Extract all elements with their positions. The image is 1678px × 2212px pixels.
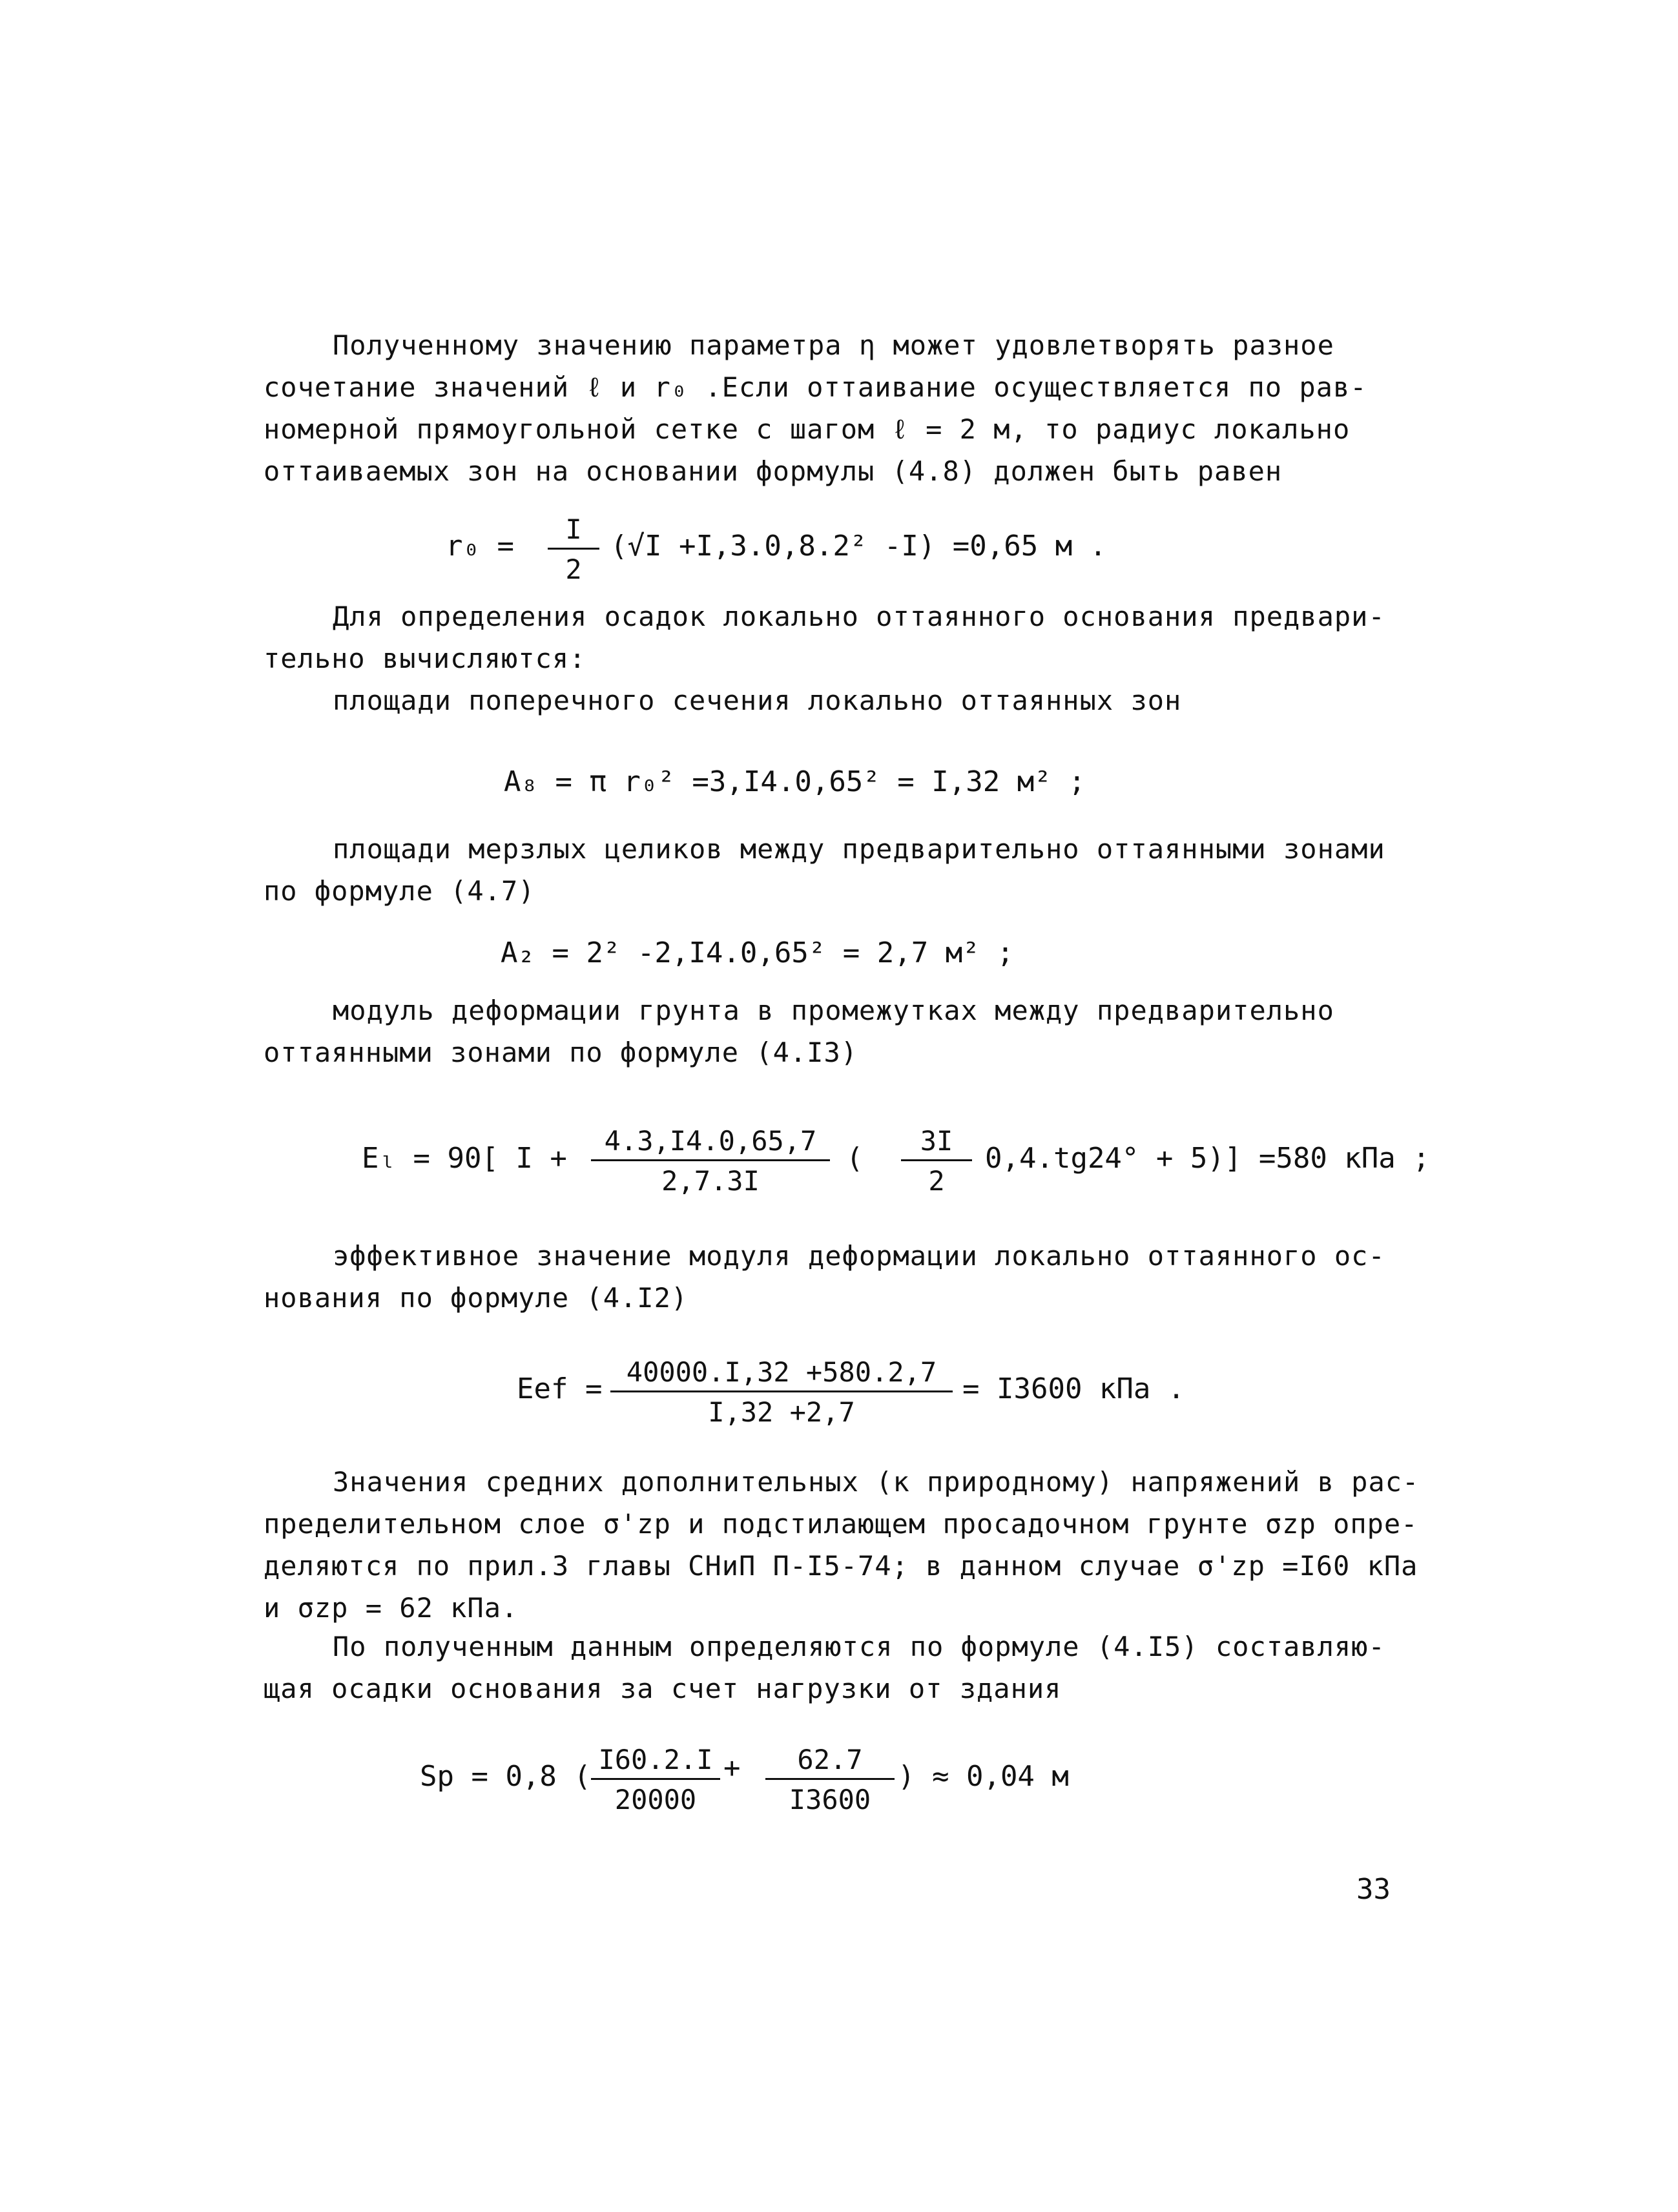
fraction-denominator: 2,7.3I	[661, 1165, 760, 1197]
fraction-numerator: 3I	[901, 1125, 972, 1161]
fraction-denominator: 2	[928, 1165, 945, 1197]
formula-modulus-fraction-1	[591, 1125, 830, 1197]
text-line: и σzp = 62 кПа.	[264, 1592, 519, 1624]
text-line: оттаянными зонами по формуле (4.I3)	[264, 1037, 858, 1068]
text-line: Для определения осадок локально оттаянного основания предвари-	[333, 601, 1385, 632]
text-line: сочетание значений ℓ и r₀ .Если оттаивание осуществляется по рав-	[264, 371, 1367, 403]
formula-settlement-fraction-2	[765, 1744, 895, 1815]
text-line: щая осадки основания за счет нагрузки от здания	[264, 1673, 1062, 1704]
formula-area-thawed: A₈ = π r₀² =3,I4.0,65² = I,32 м² ;	[504, 765, 1086, 798]
fraction-numerator: I60.2.I	[591, 1744, 720, 1780]
formula-effective-fraction	[610, 1356, 953, 1428]
text-line: номерной прямоугольной сетке с шагом ℓ = 2 м, то радиус локально	[264, 413, 1351, 445]
text-line: оттаиваемых зон на основании формулы (4.8) должен быть равен	[264, 455, 1283, 487]
text-line: модуль деформации грунта в промежутках между предварительно	[333, 995, 1334, 1026]
fraction-denominator: I3600	[789, 1784, 871, 1815]
text-line: деляются по прил.3 главы СНиП П-I5-74; в данном случае σ'zp =I60 кПа	[264, 1550, 1418, 1582]
text-line: эффективное значение модуля деформации локально оттаянного ос-	[333, 1240, 1385, 1272]
text-line: площади мерзлых целиков между предварительно оттаянными зонами	[333, 833, 1385, 865]
formula-r0-lhs: r₀ =	[446, 530, 514, 563]
text-line: По полученным данным определяются по формуле (4.I5) составляю-	[333, 1631, 1385, 1662]
formula-area-frozen: A₂ = 2² -2,I4.0,65² = 2,7 м² ;	[501, 936, 1014, 969]
formula-settlement-rest: ) ≈ 0,04 м	[898, 1760, 1069, 1793]
text-line: по формуле (4.7)	[264, 875, 535, 907]
formula-effective-lhs: Eef =	[517, 1372, 603, 1405]
fraction-numerator: 62.7	[765, 1744, 895, 1780]
formula-settlement-fraction-1	[591, 1744, 720, 1815]
formula-modulus-paren: (	[846, 1142, 864, 1175]
text-line: тельно вычисляются:	[264, 643, 586, 674]
fraction-denominator: 20000	[614, 1784, 697, 1815]
formula-modulus-lhs: Eₗ = 90[ I +	[362, 1142, 567, 1175]
text-line: Полученному значению параметра η может удовлетворять разное	[333, 329, 1334, 361]
text-line: пределительном слое σ'zp и подстилающем просадочном грунте σzp опре-	[264, 1508, 1418, 1540]
formula-modulus-fraction-2	[901, 1125, 972, 1197]
formula-r0-rest: (√I +I,3.0,8.2² -I) =0,65 м .	[610, 530, 1107, 563]
formula-settlement-plus: +	[723, 1752, 741, 1784]
fraction-numerator: 40000.I,32 +580.2,7	[610, 1356, 953, 1392]
fraction-denominator: 2	[565, 553, 582, 585]
fraction-numerator: 4.3,I4.0,65,7	[591, 1125, 830, 1161]
text-line: Значения средних дополнительных (к природному) напряжений в рас-	[333, 1466, 1420, 1498]
text-line: нования по формуле (4.I2)	[264, 1282, 689, 1314]
page-number: 33	[1356, 1873, 1391, 1906]
formula-modulus-rest: 0,4.tg24° + 5)] =580 кПа ;	[985, 1142, 1430, 1175]
fraction-denominator: I,32 +2,7	[708, 1396, 855, 1428]
formula-r0-fraction	[548, 513, 599, 585]
fraction-numerator: I	[548, 513, 599, 550]
formula-settlement-lhs: Sp = 0,8 (	[420, 1760, 591, 1793]
text-line: площади поперечного сечения локально оттаянных зон	[333, 685, 1182, 716]
formula-effective-rest: = I3600 кПа .	[962, 1372, 1185, 1405]
